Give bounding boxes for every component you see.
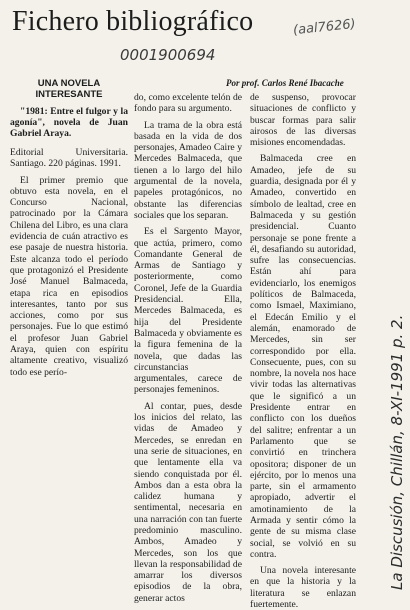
paragraph: de suspenso, provocar situaciones de conflicto y buscar formas para salir airosos de las diversas misiones encomendadas. (250, 92, 356, 149)
article-kicker: UNA NOVELA INTERESANTE (35, 78, 103, 100)
paragraph: do, como excelente telón de fondo para su argumento. (134, 92, 242, 115)
column-1 (10, 78, 128, 378)
paragraph: El primer premio que obtuvo esta novela, en el Concurso Nacional, patrocinado por la Cámara Chilena del Libro, es una clara evidencia de cuán atractivo es ese pasaje de nuestra historia. Este alcanza todo el período que protagonizó el Presidente José Manuel Balmaceda, etapa rica en episodios interesantes, tanto por sus acciones, como por sus personajes. Fue lo que estimó el profesor Juan Gabriel Araya, quien con espíritu altamente creativo, visualizó todo ese perío- (10, 174, 128, 378)
margin-note-wrap (360, 70, 406, 590)
byline: Por prof. Carlos René Ibacache (226, 78, 344, 88)
stamp-code (118, 40, 258, 68)
page-title: Fichero bibliográfico (12, 6, 254, 37)
article-subtitle: "1981: Entre el fulgor y la agonía", novela de Juan Gabriel Araya. (10, 106, 128, 139)
paragraph: Es el Sargento Mayor, que actúa, primero, como Comandante General de Armas de Santiago y posteriormente, como Coronel, Jefe de la Guardia Presidencial. Ella, Mercedes Balmaceda, es hija del Presidente Balmaceda y obviamente es la figura femenina de la novela, que dadas las circunstancias argumentales, carece de personajes femeninos. (134, 226, 242, 396)
stamp-code-text: 0001900694 (120, 46, 216, 64)
handwritten-source-note: La Discusión, Chillán, 8-XI-1991 p. 2. (388, 314, 406, 590)
column-2 (134, 92, 242, 604)
paragraph: Al contar, pues, desde los inicios del relato, las vidas de Amadeo y Mercedes, se enredan en una serie de situaciones, en que lentamente ella va siendo conquistada por él. Ambos dan a esta obra la calidez humana y sentimental, necesaria en una narración con tan fuerte predominio masculino. Ambos, Amadeo y Mercedes, son los que llevan la responsabilidad de amarrar los diversos episodios de la obra, generar actos (134, 400, 242, 604)
handwritten-catalog-code: (aal7626) (292, 16, 357, 39)
column-3 (250, 92, 356, 610)
paragraph: Editorial Universitaria. Santiago. 220 páginas. 1991. (10, 147, 128, 170)
paragraph: La trama de la obra está basada en la vida de dos personajes, Amadeo Caire y Mercedes Balmaceda, que tienen a lo largo del hilo argumental de la novela, papeles protagónicos, no obstante las diferencias sociales que los separan. (134, 119, 242, 221)
paragraph: Una novela interesante en que la historia y la literatura se enlazan fuertemente. (250, 565, 356, 610)
paragraph: Balmaceda cree en Amadeo, jefe de su guardia, designada por él y Amadeo, convertido en símbolo de lealtad, cree en Balmaceda y su gestión presidencial. Cuanto personaje se pone frente a él, desafiando su autoridad, sufre las consecuencias. Están ahí para evidenciarlo, los enemigos políticos de Balmaceda, como Ismael, Maximiano, el Edecán Emilio y el alemán, enamorado de Mercedes, sin ser correspondido por ella. Consecuente, pues, con su nombre, la novela nos hace vivir todas las alternativas que le significó a un Presidente entrar en conflicto con los dueños del salitre; enfrentar a un Parlamento que se convirtió en trinchera opositora; disponer de un ejército, por lo menos una parte, sin el armamento apropiado, advertir el amotinamiento de la Armada y sentir cómo la gente de su misma clase social, se volvió en su contra. (250, 153, 356, 560)
